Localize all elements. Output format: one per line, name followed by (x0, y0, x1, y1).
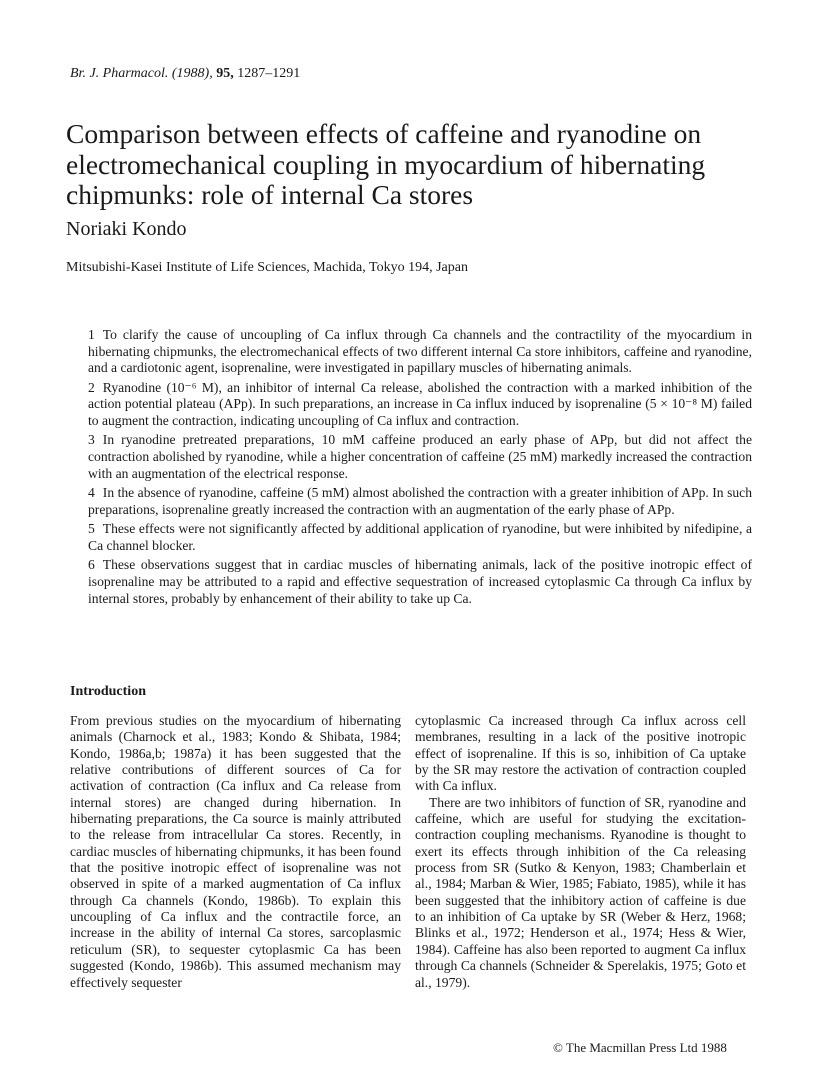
copyright-notice: © The Macmillan Press Ltd 1988 (553, 1040, 727, 1055)
author-affiliation: Mitsubishi-Kasei Institute of Life Sciences, Machida, Tokyo 194, Japan (66, 260, 468, 275)
author-name: Noriaki Kondo (66, 218, 187, 240)
introduction-paragraph: There are two inhibitors of function of SR, ryanodine and caffeine, which are useful for studying the excitation-contraction coupling mechanisms. Ryanodine is thought to exert its effects through inhibition of the Ca releasing process from SR (Sutko & Kenyon, 1983; Chamberlain et al., 1984; Marban & Wier, 1985; Fabiato, 1985), while it has been suggested that the inhibitory action of caffeine is due to an inhibition of Ca uptake by SR (Weber & Herz, 1968; Blinks et al., 1972; Henderson et al., 1974; Hess & Wier, 1984). Caffeine has also been reported to augment Ca influx through Ca channels (Schneider & Sperelakis, 1975; Goto et al., 1979). (415, 794, 746, 990)
journal-name: Br. J. Pharmacol. (70, 66, 169, 81)
abstract-point-text: These effects were not significantly affected by additional application of ryanodine, but were inhibited by nifedipine, a Ca channel blocker. (88, 521, 752, 553)
journal-citation (70, 66, 300, 82)
journal-volume: 95, (216, 66, 234, 81)
abstract-point (88, 327, 752, 377)
introduction-paragraph: cytoplasmic Ca increased through Ca influx across cell membranes, resulting in a lack of the positive inotropic effect of isoprenaline. If this is so, inhibition of Ca uptake by the SR may restore the activation of contraction coupled with Ca influx. (415, 713, 746, 794)
introduction-heading: Introduction (70, 684, 146, 699)
abstract-point-text: Ryanodine (10⁻⁶ M), an inhibitor of internal Ca release, abolished the contraction with a marked inhibition of the action potential plateau (APp). In such preparations, an increase in Ca influx induced by isoprenaline (5 × 10⁻⁸ M) failed to augment the contraction, indicating uncoupling of Ca influx and contraction. (88, 379, 752, 429)
abstract-point-number: 6 (88, 557, 95, 573)
abstract-point (88, 521, 752, 554)
abstract-point-number: 1 (88, 327, 95, 342)
abstract (88, 327, 752, 610)
introduction-left-column (70, 713, 401, 991)
abstract-point-number: 2 (88, 379, 95, 395)
abstract-point (88, 485, 752, 518)
journal-year: (1988), (171, 66, 213, 81)
abstract-point (88, 432, 752, 482)
introduction-right-column (415, 713, 746, 991)
paper-title: Comparison between effects of caffeine and ryanodine on electromechanical coupling in myocardium of hibernating chipmunks: role of internal Ca stores (66, 118, 706, 210)
abstract-point-number: 3 (88, 432, 95, 448)
abstract-point-text: In the absence of ryanodine, caffeine (5 mM) almost abolished the contraction with a greater inhibition of APp. In such preparations, isoprenaline greatly increased the contraction with an augmentation of the early phase of APp. (88, 485, 752, 517)
abstract-point (88, 380, 752, 430)
abstract-point-text: In ryanodine pretreated preparations, 10 mM caffeine produced an early phase of APp, but did not affect the contraction abolished by ryanodine, while a higher concentration of caffeine (25 mM) markedly increased the contraction with an augmentation of the electrical response. (88, 432, 752, 481)
abstract-point (88, 557, 752, 607)
abstract-point-number: 5 (88, 521, 95, 537)
journal-pages: 1287–1291 (237, 66, 301, 81)
abstract-point-text: To clarify the cause of uncoupling of Ca influx through Ca channels and the contractility of the myocardium in hibernating chipmunks, the electromechanical effects of two different internal Ca store inhibitors, caffeine and ryanodine, and a cardiotonic agent, isoprenaline, were investigated in papillary muscles of hibernating animals. (88, 327, 752, 376)
abstract-point-number: 4 (88, 485, 95, 501)
introduction-paragraph: From previous studies on the myocardium of hibernating animals (Charnock et al., 1983; Kondo & Shibata, 1984; Kondo, 1986a,b; 1987a) it has been suggested that the relative contributions of different sources of Ca for activation of contraction (Ca influx and Ca release from internal stores) are changed during hibernation. In hibernating preparations, the Ca source is mainly attributed to the release from intracellular Ca stores. Recently, in cardiac muscles of hibernating chipmunks, it has been found that the positive inotropic effect of isoprenaline was not observed in spite of a marked augmentation of Ca influx through Ca channels (Kondo, 1986b). To explain this uncoupling of Ca influx and the contractile force, an increase in the ability of internal Ca stores, sarcoplasmic reticulum (SR), to sequester cytoplasmic Ca has been suggested (Kondo, 1986b). This assumed mechanism may effectively sequester (70, 713, 401, 990)
abstract-point-text: These observations suggest that in cardiac muscles of hibernating animals, lack of the positive inotropic effect of isoprenaline may be attributed to a rapid and effective sequestration of increased cytoplasmic Ca through Ca influx by internal stores, probably by enhancement of their ability to take up Ca. (88, 557, 752, 606)
